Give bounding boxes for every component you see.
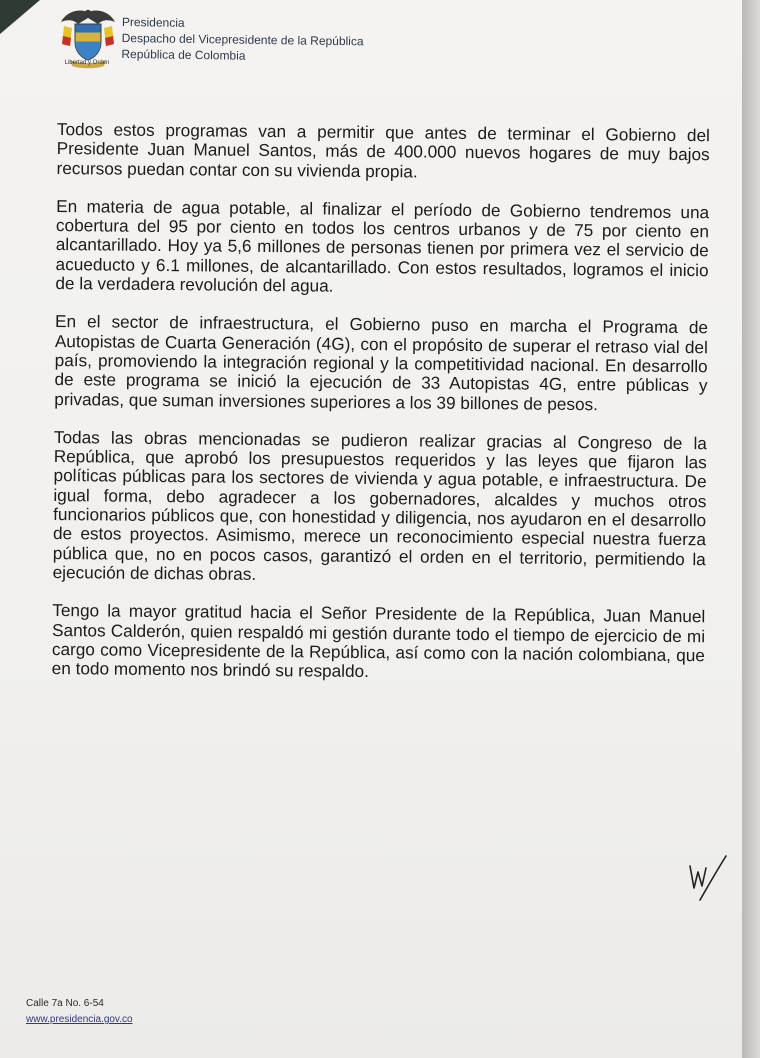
crest-motto: Libertad y Orden <box>64 60 110 66</box>
letter-body <box>51 120 710 704</box>
letterhead <box>121 14 482 67</box>
letter-footer <box>26 996 226 1028</box>
footer-address: Calle 7a No. 6-54 <box>26 998 104 1009</box>
paragraph: En el sector de infraestructura, el Gobierno puso en marcha el Programa de Autopistas de Cuarta Generación (4G), con el propósito de superar el retraso vial del país, promoviendo la integración regional y la competitividad nacional. En desarrollo de este programa se inició la ejecución de 33 Autopistas 4G, entre públicas y privadas, que suman inversiones superiores a los 39 billones de pesos. <box>54 311 709 414</box>
paragraph: Tengo la mayor gratitud hacia el Señor Presidente de la República, Juan Manuel Santos Calderón, quien respaldó mi gestión durante todo el tiempo de ejercicio de mi cargo como Vicepresidente de la República, así como con la nación colombiana, que en todo momento nos brindó su respaldo. <box>51 600 706 682</box>
background-surface <box>742 0 760 1058</box>
paragraph: En materia de agua potable, al finalizar el período de Gobierno tendremos una cobertura del 95 por ciento en todos los centros urbanos y de 75 por ciento en alcantarillado. Hoy ya 5,6 millones de personas tienen por primera vez el servicio de acueducto y 6.1 millones, de alcantarillado. Con estos resultados, logramos el inicio de la verdadera revolución del agua. <box>55 195 710 296</box>
page-corner-shadow <box>0 0 40 34</box>
footer-website-link[interactable]: www.presidencia.gov.co <box>26 1014 133 1025</box>
letterhead-line-presidencia: Presidencia <box>121 14 185 30</box>
paragraph: Todas las obras mencionadas se pudieron realizar gracias al Congreso de la República, que aprobó los presupuestos requeridos y las leyes que fijaron las políticas públicas para los sectores de vivienda y agua potable, e infraestructura. De igual forma, debo agradecer a los gobernadores, alcaldes y muchos otros funcionarios públicos que, con honestidad y diligencia, nos ayudaron en el desarrollo de estos proyectos. Asimismo, merece un reconocimiento especial nuestra fuerza pública que, no en pocos casos, garantizó el orden en el territorio, permitiendo la ejecución de dichas obras. <box>52 426 708 584</box>
initials-signature-icon <box>686 852 728 904</box>
letterhead-line-republica: República de Colombia <box>121 46 246 63</box>
paragraph: Todos estos programas van a permitir que antes de terminar el Gobierno del Presidente Juan Manuel Santos, más de 400.000 nuevos hogares de muy bajos recursos puedan contar con su vivienda propia. <box>56 119 710 182</box>
letterhead-line-despacho: Despacho del Vicepresidente de la República <box>121 30 364 49</box>
